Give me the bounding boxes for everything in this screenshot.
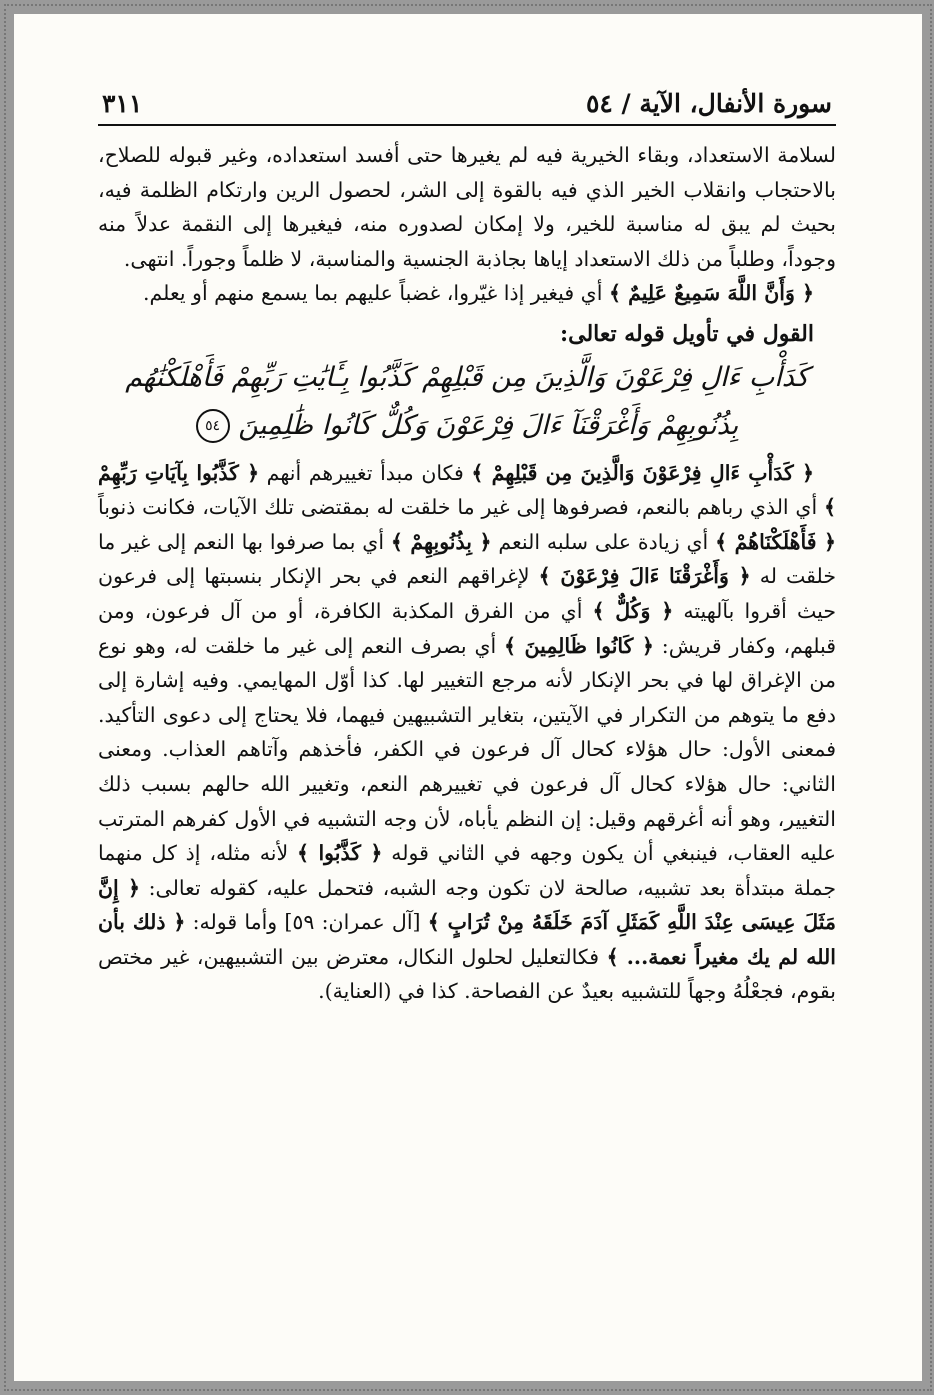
verse-line-1: كَدَأْبِ ءَالِ فِرْعَوْنَ وَالَّذِينَ مِن قَبْلِهِمْ كَذَّبُوا بِـَٔايَٰتِ رَبِّهِمْ فَأَهْلَكْنَٰهُم [125, 361, 809, 393]
commentary-text: أي بصرف النعم إلى غير ما خلقت له، وهو نوع من الإغراق لها في بحر الإنكار لأنه مرجع التغيير لها. كذا أوّل المهايمي. وفيه إشارة إلى دفع ما يتوهم من التكرار في الآيتين، بتغاير التشبيهين فيهما، فلا يحتاج إلى دعوى التأكيد. فمعنى الأول: حال هؤلاء كحال آل فرعون في الكفر، فأخذهم وآتاهم العذاب. ومعنى الثاني: حال هؤلاء كحال آل فرعون في تغييرهم النعم، وتغيير الله حالهم بسبب ذلك التغيير، وهو أنه أغرقهم وقيل: إن النظم يأباه، لأن وجه التشبيه في الأول كفرهم المترتب عليه العقاب، فينبغي أن يكون وجهه في الثاني قوله [98, 633, 837, 866]
commentary-text: لإغراقهم النعم في بحر الإنكار بنسبتها إلى فرعون حيث أقروا بآلهيته [98, 564, 836, 623]
verse-number-marker: ٥٤ [196, 409, 230, 443]
paragraph-tafsir [98, 456, 836, 1010]
commentary-text: لأنه مثله، إذ كل منهما جملة مبتدأة بعد تشبيه، صالحة لان تكون وجه الشبه، فتحمل عليه، كقوله تعالى: [98, 841, 836, 900]
commentary-text: [آل عمران: ٥٩] وأما قوله: [185, 910, 428, 935]
page-number: ٣١١ [102, 89, 143, 118]
quran-quote: ﴿ كَدَأْبِ ءَالِ فِرْعَوْنَ وَالَّذِينَ مِن قَبْلِهِمْ ﴾ [471, 460, 814, 485]
quran-quote: ﴿ ذلك بأن الله لم يك مغيراً نعمة... ﴾ [98, 910, 836, 969]
paragraph-continuation: لسلامة الاستعداد، وبقاء الخيرية فيه لم يغيرها حتى أفسد استعداده، وغير قبوله للصلاح، بالاحتجاب وانقلاب الخير الذي فيه بالقوة إلى الشر، لحصول الرين وارتكام الظلمة فيه، بحيث لم يبق له مناسبة للخير، ولا إمكان لصدوره منه، فيغيرها إلى النقمة عدلاً منه وجوداً، وطلباً من ذلك الاستعداد إياها بجاذبة الجنسية والمناسبة، لا ظلماً وجوراً. انتهى. [98, 143, 836, 271]
surah-reference: سورة الأنفال، الآية / ٥٤ [585, 89, 832, 118]
quran-quote: ﴿ فَأَهْلَكْنَاهُمْ ﴾ [715, 529, 837, 554]
quran-quote: ﴿ إِنَّ مَثَلَ عِيسَى عِنْدَ اللَّهِ كَمَثَلِ آدَمَ خَلَقَهُ مِنْ تُرَابٍ ﴾ [98, 875, 836, 935]
page-header [98, 74, 836, 126]
quran-quote: ﴿ بِذُنُوبِهِمْ ﴾ [390, 529, 492, 554]
quran-verse-block [98, 354, 836, 450]
commentary-text: أي زيادة على سلبه النعم [491, 529, 716, 554]
quran-quote: ﴿ وَكُلٌّ ﴾ [592, 598, 674, 623]
quran-quote: ﴿ وَأَنَّ اللَّهَ سَمِيعٌ عَلِيمٌ ﴾ [608, 281, 814, 306]
commentary-text: أي من الفرق المكذبة الكافرة، أو من آل فرعون، ومن قبلهم، وكفار قريش: [98, 598, 836, 658]
verse-line-2: بِذُنُوبِهِمْ وَأَغْرَقْنَآ ءَالَ فِرْعَوْنَ وَكُلٌّ كَانُوا ظَٰلِمِينَ [238, 409, 739, 441]
commentary-text: أي بما صرفوا بها النعم إلى غير ما خلقت له [98, 529, 837, 589]
paragraph-sami-alim [98, 276, 836, 311]
quran-quote: ﴿ كَذَّبُوا بِآيَاتِ رَبِّهِمْ ﴾ [98, 460, 836, 520]
page-body [98, 138, 836, 1009]
quran-quote: ﴿ كَذَّبُوا ﴾ [296, 841, 383, 866]
quran-quote: ﴿ كَانُوا ظَالِمِينَ ﴾ [504, 633, 654, 658]
book-page [98, 74, 836, 1334]
commentary-text: فكان مبدأ تغييرهم أنهم [259, 460, 472, 485]
quran-quote: ﴿ وَأَغْرَقْنَا ءَالَ فِرْعَوْنَ ﴾ [538, 564, 751, 589]
commentary-text: فكالتعليل لحلول النكال، معترض بين التشبيهين، غير مختص بقوم، فجعْلُهُ وجهاً للتشبيه بعيدٌ عن الفصاحة. كذا في (العناية). [98, 944, 836, 1004]
commentary-text: أي فيغير إذا غيّروا، غضباً عليهم بما يسمع منهم أو يعلم. [143, 281, 609, 306]
section-heading: القول في تأويل قوله تعالى: [560, 320, 814, 347]
commentary-text: أي الذي رباهم بالنعم، فصرفوها إلى غير ما خلقت له بمقتضى تلك الآيات، فكانت ذنوباً [98, 495, 824, 520]
